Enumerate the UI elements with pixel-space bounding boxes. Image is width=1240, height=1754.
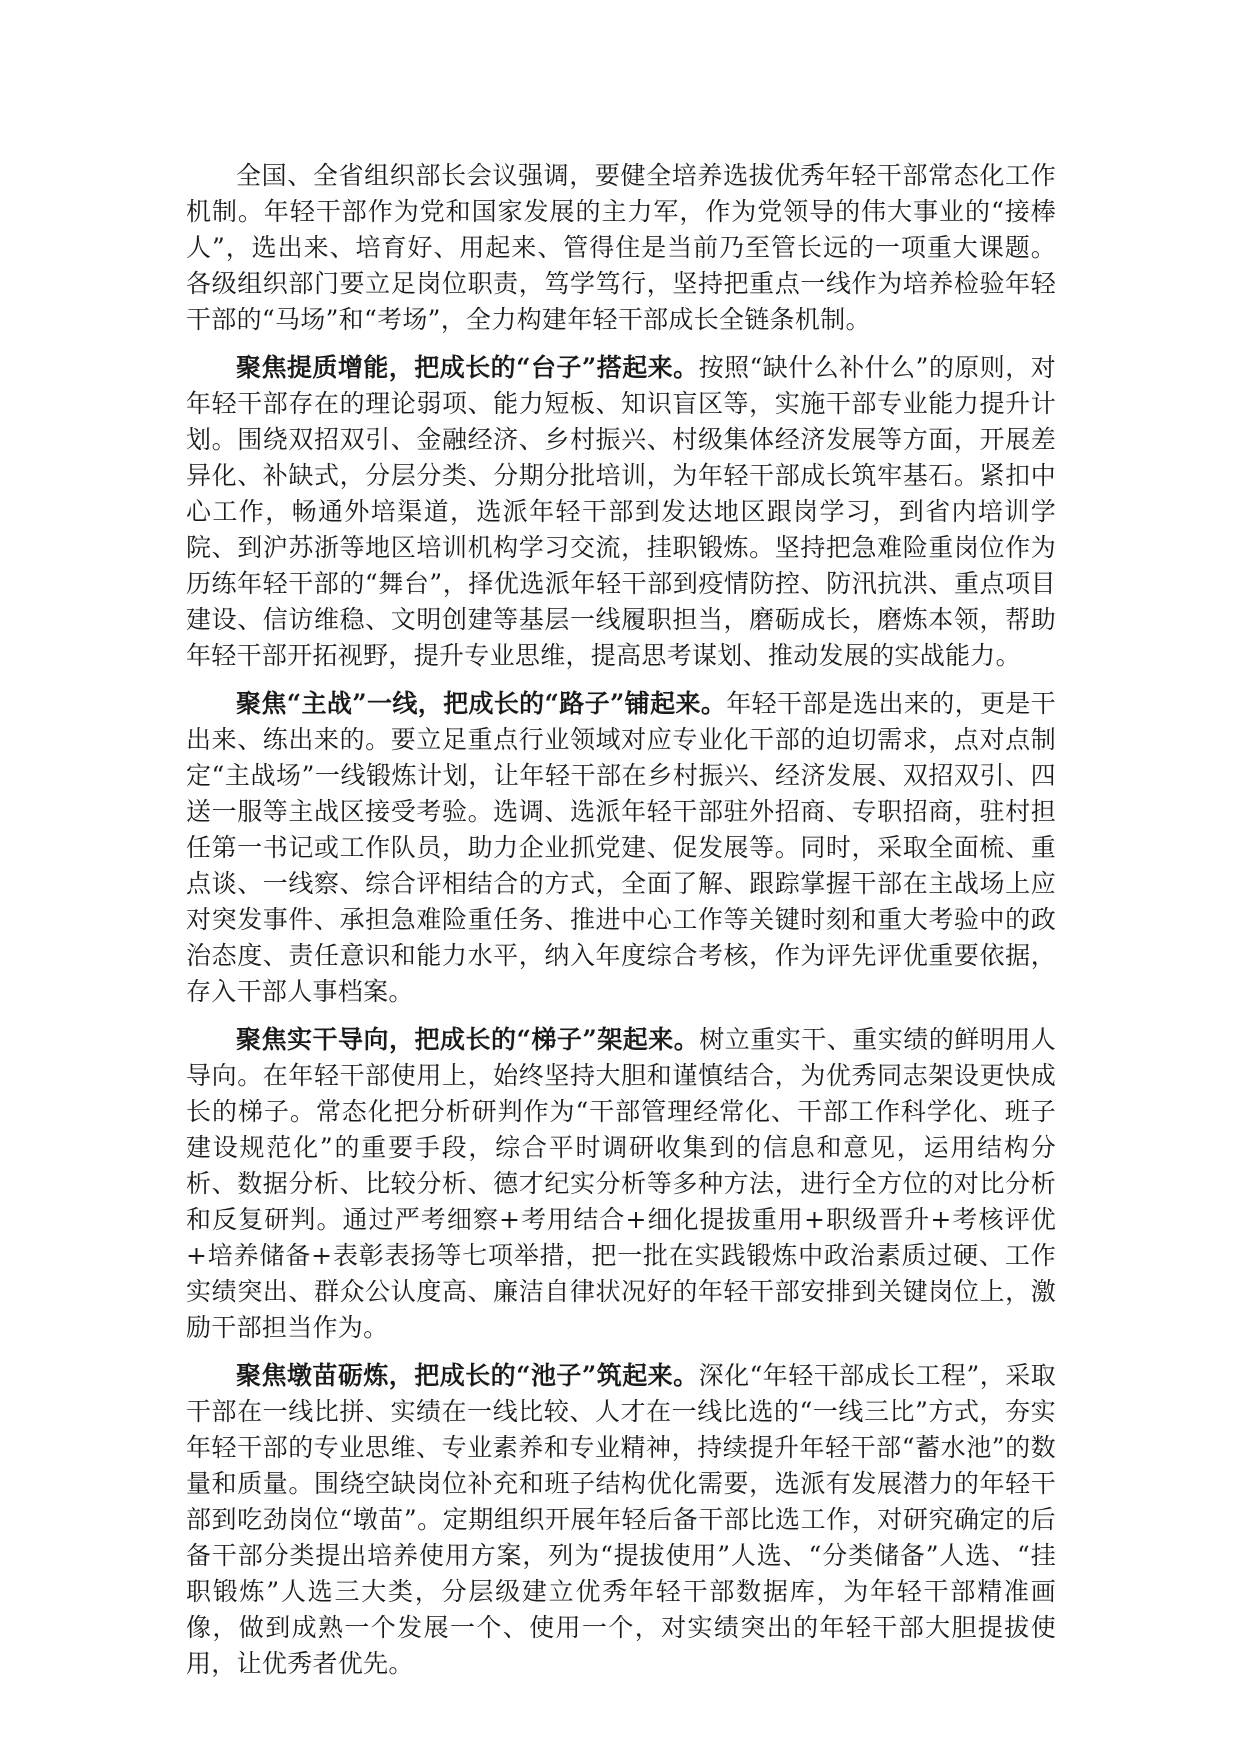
intro-paragraph — [186, 158, 1056, 338]
section-heading: 聚焦实干导向，把成长的“梯子”架起来。 — [236, 1025, 700, 1054]
paragraph-text: 树立重实干、重实绩的鲜明用人导向。在年轻干部使用上，始终坚持大胆和谨慎结合，为优秀同志架设更快成长的梯子。常态化把分析研判作为“干部管理经常化、干部工作科学化、班子建设规范化”的重要手段，综合平时调研收集到的信息和意见，运用结构分析、数据分析、比较分析、德才纪实分析等多种方法，进行全方位的对比分析和反复研判。通过严考细察+考用结合+细化提拔重用+职级晋升+考核评优+培养储备+表彰表扬等七项举措，把一批在实践锻炼中政治素质过硬、工作实绩突出、群众公认度高、廉洁自律状况好的年轻干部安排到关键岗位上，激励干部担当作为。 — [186, 1025, 1056, 1342]
paragraph-text: 按照“缺什么补什么”的原则，对年轻干部存在的理论弱项、能力短板、知识盲区等，实施干部专业能力提升计划。围绕双招双引、金融经济、乡村振兴、村级集体经济发展等方面，开展差异化、补缺式，分层分类、分期分批培训，为年轻干部成长筑牢基石。紧扣中心工作，畅通外培渠道，选派年轻干部到发达地区跟岗学习，到省内培训学院、到沪苏浙等地区培训机构学习交流，挂职锻炼。坚持把急难险重岗位作为历练年轻干部的“舞台”，择优选派年轻干部到疫情防控、防汛抗洪、重点项目建设、信访维稳、文明创建等基层一线履职担当，磨砺成长，磨炼本领，帮助年轻干部开拓视野，提升专业思维，提高思考谋划、推动发展的实战能力。 — [186, 353, 1056, 670]
section-paragraph-platform — [186, 350, 1056, 674]
section-heading: 聚焦“主战”一线，把成长的“路子”铺起来。 — [236, 689, 727, 718]
section-paragraph-ladder — [186, 1022, 1056, 1346]
paragraph-text: 全国、全省组织部长会议强调，要健全培养选拔优秀年轻干部常态化工作机制。年轻干部作为党和国家发展的主力军，作为党领导的伟大事业的“接棒人”，选出来、培育好、用起来、管得住是当前乃至管长远的一项重大课题。各级组织部门要立足岗位职责，笃学笃行，坚持把重点一线作为培养检验年轻干部的“马场”和“考场”，全力构建年轻干部成长全链条机制。 — [186, 161, 1056, 334]
section-paragraph-path — [186, 686, 1056, 1010]
section-heading: 聚焦墩苗砺炼，把成长的“池子”筑起来。 — [236, 1361, 699, 1390]
paragraph-text: 深化“年轻干部成长工程”，采取干部在一线比拼、实绩在一线比较、人才在一线比选的“一线三比”方式，夯实年轻干部的专业思维、专业素养和专业精神，持续提升年轻干部“蓄水池”的数量和质量。围绕空缺岗位补充和班子结构优化需要，选派有发展潜力的年轻干部到吃劲岗位“墩苗”。定期组织开展年轻后备干部比选工作，对研究确定的后备干部分类提出培养使用方案，列为“提拔使用”人选、“分类储备”人选、“挂职锻炼”人选三大类，分层级建立优秀年轻干部数据库，为年轻干部精准画像，做到成熟一个发展一个、使用一个，对实绩突出的年轻干部大胆提拔使用，让优秀者优先。 — [186, 1361, 1056, 1678]
section-paragraph-pool — [186, 1358, 1056, 1682]
section-heading: 聚焦提质增能，把成长的“台子”搭起来。 — [236, 353, 699, 382]
document-page — [186, 158, 1056, 1694]
paragraph-text: 年轻干部是选出来的，更是干出来、练出来的。要立足重点行业领域对应专业化干部的迫切需求，点对点制定“主战场”一线锻炼计划，让年轻干部在乡村振兴、经济发展、双招双引、四送一服等主战区接受考验。选调、选派年轻干部驻外招商、专职招商，驻村担任第一书记或工作队员，助力企业抓党建、促发展等。同时，采取全面梳、重点谈、一线察、综合评相结合的方式，全面了解、跟踪掌握干部在主战场上应对突发事件、承担急难险重任务、推进中心工作等关键时刻和重大考验中的政治态度、责任意识和能力水平，纳入年度综合考核，作为评先评优重要依据，存入干部人事档案。 — [186, 689, 1056, 1006]
